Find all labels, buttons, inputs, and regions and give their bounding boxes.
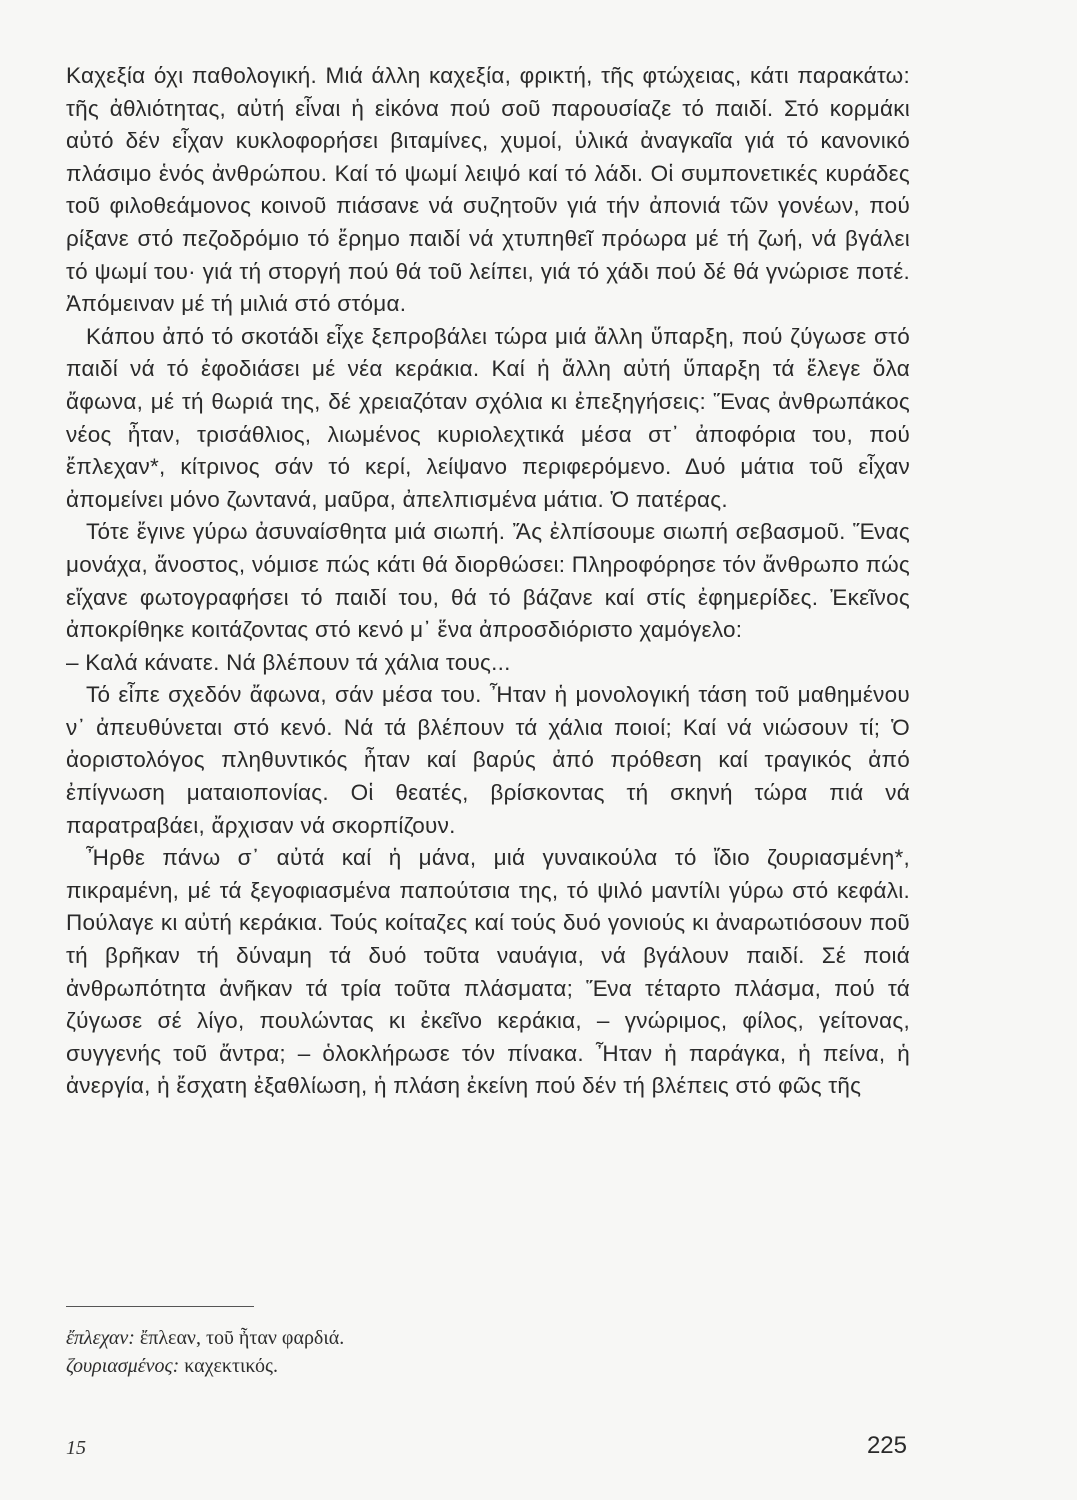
- footnote-term: ζουριασμένος:: [66, 1355, 180, 1377]
- footnote-definition: ἔπλεαν, τοῦ ἦταν φαρδιά.: [139, 1327, 345, 1349]
- footnote-divider: [66, 1306, 254, 1307]
- paragraph: Τό εἶπε σχεδόν ἄφωνα, σάν μέσα του. Ἦταν ἡ μονολογική τάση τοῦ μαθημένου ν᾿ ἀπευθύνεται στό κενό. Νά τά βλέπουν τά χάλια ποιοί; Καί νά νιώσουν τί; Ὁ ἀοριστολόγος πληθυντικός ἦταν καί βαρύς ἀπό πρόθεση καί τραγικός ἀπό ἐπίγνωση ματαιοπονίας. Οἱ θεατές, βρίσκοντας τή σκηνή τώρα πιά νά παρατραβάει, ἄρχισαν νά σκορπίζουν.: [66, 682, 910, 838]
- paragraph: Ἦρθε πάνω σ᾿ αὐτά καί ἡ μάνα, μιά γυναικούλα τό ἴδιο ζουριασμένη*, πικραμένη, μέ τά ξεγοφιασμένα παπούτσια της, τό ψιλό μαντίλι γύρω στό κεφάλι. Πούλαγε κι αὐτή κεράκια. Τούς κοίταζες καί τούς δυό γονιούς κι ἀναρωτιόσουν ποῦ τή βρῆκαν τή δύναμη τά δυό τοῦτα ναυάγια, νά βγάλουν παιδί. Σέ ποιά ἀνθρωπότητα ἀνῆκαν τά τρία τοῦτα πλάσματα; Ἕνα τέταρτο πλάσμα, πού τά ζύγωσε σέ λίγο, πουλώντας κι ἐκεῖνο κεράκια, – γνώριμος, φίλος, γείτονας, συγγενής τοῦ ἄντρα; – ὁλοκλήρωσε τόν πίνακα. Ἦταν ἡ παράγκα, ἡ πείνα, ἡ ἀνεργία, ἡ ἔσχατη ἐξαθλίωση, ἡ πλάση ἐκείνη πού δέν τή βλέπεις στό φῶς τῆς: [66, 845, 910, 1099]
- footnote: [66, 1324, 910, 1352]
- footnote: [66, 1352, 910, 1380]
- footnote-term: ἔπλεχαν:: [66, 1327, 135, 1349]
- paragraph: Καχεξία όχι παθολογική. Μιά άλλη καχεξία, φρικτή, τῆς φτώχειας, κάτι παρακάτω: τῆς ἀθλιότητας, αὐτή εἶναι ἡ εἰκόνα πού σοῦ παρουσίαζε τό παιδί. Στό κορμάκι αὐτό δέν εἶχαν κυκλοφορήσει βιταμίνες, χυμοί, ὑλικά ἀναγκαῖα γιά τό κανονικό πλάσιμο ἑνός ἀνθρώπου. Καί τό ψωμί λειψό καί τό λάδι. Οἱ συμπονετικές κυράδες τοῦ φιλοθεάμονος κοινοῦ πιάσανε νά συζητοῦν γιά τήν ἀπονιά τῶν γονέων, πού ρίξανε στό πεζοδρόμιο τό ἔρημο παιδί νά χτυπηθεῖ πρόωρα μέ τή ζωή, νά βγάλει τό ψωμί του· γιά τή στοργή πού θά τοῦ λείπει, γιά τό χάδι πού δέ θά γνώρισε ποτέ. Ἀπόμειναν μέ τή μιλιά στό στόμα.: [66, 63, 910, 317]
- paragraph: Τότε ἔγινε γύρω ἀσυναίσθητα μιά σιωπή. Ἄς ἐλπίσουμε σιωπή σεβασμοῦ. Ἕνας μονάχα, ἄνοστος, νόμισε πώς κάτι θά διορθώσει: Πληροφόρησε τόν ἄνθρωπο πώς εἴχανε φωτογραφήσει τό παιδί του, θά τό βάζανε καί στίς ἐφημερίδες. Ἐκεῖνος ἀποκρίθηκε κοιτάζοντας στό κενό μ᾿ ἕνα ἀπροσδιόριστο χαμόγελο:: [66, 519, 910, 643]
- footnotes: [66, 1324, 910, 1380]
- main-text: [66, 60, 910, 1103]
- paragraph: Κάπου ἀπό τό σκοτάδι εἶχε ξεπροβάλει τώρα μιά ἄλλη ὕπαρξη, πού ζύγωσε στό παιδί νά τό ἐφοδιάσει μέ νέα κεράκια. Καί ἡ ἄλλη αὐτή ὕπαρξη τά ἔλεγε ὅλα ἄφωνα, μέ τή θωριά της, δέ χρειαζόταν σχόλια κι ἐπεξηγήσεις: Ἕνας ἀνθρωπάκος νέος ἦταν, τρισάθλιος, λιωμένος κυριολεχτικά μέσα στ᾿ ἀποφόρια του, πού ἔπλεχαν*, κίτρινος σάν τό κερί, λείψανο περιφερόμενο. Δυό μάτια τοῦ εἶχαν ἀπομείνει μόνο ζωντανά, μαῦρα, ἀπελπισμένα μάτια. Ὁ πατέρας.: [66, 323, 910, 512]
- page-number: 225: [866, 1432, 907, 1459]
- dialogue-line: – Καλά κάνατε. Νά βλέπουν τά χάλια τους...: [66, 649, 511, 675]
- footnote-definition: καχεκτικός.: [184, 1355, 278, 1377]
- signature-mark: 15: [66, 1437, 86, 1459]
